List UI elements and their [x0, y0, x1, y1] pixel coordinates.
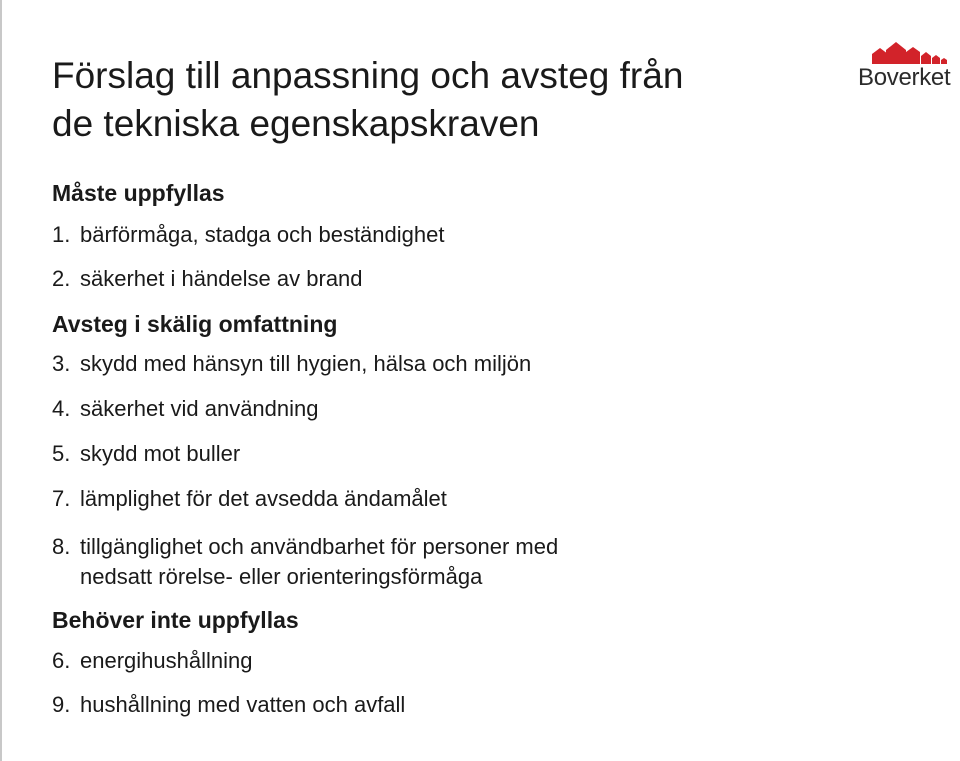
item-text: skydd mot buller: [80, 441, 241, 466]
section-heading-deviation: Avsteg i skälig omfattning: [52, 311, 338, 337]
item-number: 4.: [52, 396, 71, 421]
item-number: 3.: [52, 351, 71, 376]
item-text: bärförmåga, stadga och beständighet: [80, 222, 445, 247]
item-text: tillgänglighet och användbarhet för personer med: [80, 534, 559, 559]
slide-title: [52, 52, 683, 148]
item-number: 5.: [52, 441, 71, 466]
item-text: säkerhet i händelse av brand: [80, 266, 363, 291]
slide-left-border: [0, 0, 2, 761]
list-item: [52, 441, 240, 467]
logo-wordmark: Boverket: [858, 64, 951, 91]
list-item: [52, 351, 531, 377]
item-text: hushållning med vatten och avfall: [80, 692, 406, 717]
item-number: 2.: [52, 266, 71, 291]
list-item: [52, 648, 252, 674]
item-text: energihushållning: [80, 648, 253, 673]
list-item: [52, 396, 319, 422]
item-text: lämplighet för det avsedda ändamålet: [80, 486, 447, 511]
item-text-continuation: nedsatt rörelse- eller orienteringsförmåga: [80, 564, 483, 589]
section-heading-must: Måste uppfyllas: [52, 180, 225, 206]
title-line-2: de tekniska egenskapskraven: [52, 103, 540, 144]
list-item: [52, 692, 405, 718]
item-number: 9.: [52, 692, 71, 717]
list-item: [52, 266, 363, 292]
item-number: 7.: [52, 486, 71, 511]
item-text: skydd med hänsyn till hygien, hälsa och miljön: [80, 351, 532, 376]
item-number: 1.: [52, 222, 71, 247]
boverket-logo: [858, 40, 960, 96]
title-line-1: Förslag till anpassning och avsteg från: [52, 55, 684, 96]
list-item: [52, 486, 447, 512]
list-item: [52, 532, 558, 592]
item-text: säkerhet vid användning: [80, 396, 319, 421]
rooftops-icon: [858, 40, 948, 66]
section-heading-not-required: Behöver inte uppfyllas: [52, 607, 299, 633]
item-number: 6.: [52, 648, 71, 673]
list-item: [52, 222, 444, 248]
item-number: 8.: [52, 534, 71, 559]
